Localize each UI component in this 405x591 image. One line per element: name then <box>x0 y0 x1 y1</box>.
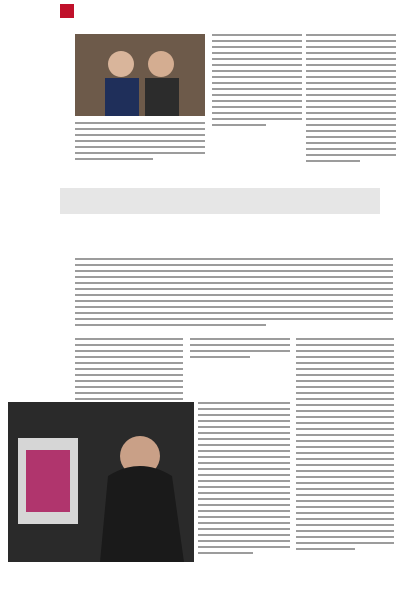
photo-chocolatier <box>8 402 194 562</box>
text-line <box>306 64 396 66</box>
text-line <box>198 432 290 434</box>
text-line <box>296 524 394 526</box>
text-line <box>198 480 290 482</box>
text-line <box>198 492 290 494</box>
text-line <box>198 522 290 524</box>
text-line <box>296 434 394 436</box>
text-line <box>296 344 394 346</box>
text-line <box>198 420 290 422</box>
photo-couple-image <box>75 34 205 116</box>
text-line <box>296 422 394 424</box>
text-line <box>190 356 250 358</box>
text-line <box>296 374 394 376</box>
text-line <box>75 158 153 160</box>
text-line <box>306 46 396 48</box>
text-line <box>296 446 394 448</box>
text-line <box>75 152 205 154</box>
text-line <box>296 506 394 508</box>
text-line <box>75 258 393 260</box>
text-line <box>306 58 396 60</box>
text-line <box>306 118 396 120</box>
article-column-far-right-top <box>306 34 396 166</box>
text-line <box>212 46 302 48</box>
text-line <box>212 82 302 84</box>
section-color-mark <box>60 4 74 18</box>
text-line <box>296 410 394 412</box>
article-column-2 <box>190 338 290 362</box>
text-line <box>75 362 183 364</box>
text-line <box>75 122 205 124</box>
text-line <box>212 58 302 60</box>
text-line <box>198 408 290 410</box>
text-line <box>198 468 290 470</box>
text-line <box>75 356 183 358</box>
text-line <box>198 528 290 530</box>
text-line <box>296 518 394 520</box>
text-line <box>75 300 393 302</box>
text-line <box>296 350 394 352</box>
section-color-mark-square <box>60 4 74 18</box>
text-line <box>190 338 290 340</box>
text-line <box>212 118 302 120</box>
text-line <box>296 542 394 544</box>
text-line <box>306 130 396 132</box>
text-line <box>212 40 302 42</box>
text-line <box>75 264 393 266</box>
text-line <box>75 140 205 142</box>
text-line <box>75 398 183 400</box>
text-line <box>75 324 266 326</box>
text-line <box>306 40 396 42</box>
text-line <box>296 416 394 418</box>
text-line <box>75 306 393 308</box>
text-line <box>212 64 302 66</box>
text-line <box>75 270 393 272</box>
text-line <box>198 438 290 440</box>
text-line <box>296 380 394 382</box>
text-line <box>306 82 396 84</box>
text-line <box>75 374 183 376</box>
article-column-right-top <box>212 34 302 130</box>
text-line <box>306 34 396 36</box>
text-line <box>198 444 290 446</box>
text-line <box>190 344 290 346</box>
text-line <box>212 52 302 54</box>
text-line <box>306 160 360 162</box>
text-line <box>75 338 183 340</box>
text-line <box>296 338 394 340</box>
text-line <box>75 312 393 314</box>
text-line <box>198 462 290 464</box>
text-line <box>306 88 396 90</box>
text-line <box>296 386 394 388</box>
text-line <box>306 124 396 126</box>
text-line <box>198 510 290 512</box>
photo-couple <box>75 34 205 116</box>
text-line <box>296 482 394 484</box>
text-line <box>306 76 396 78</box>
text-line <box>198 534 290 536</box>
text-line <box>75 276 393 278</box>
text-line <box>296 356 394 358</box>
text-line <box>296 440 394 442</box>
text-line <box>198 414 290 416</box>
text-line <box>75 288 393 290</box>
text-line <box>212 70 302 72</box>
text-line <box>296 362 394 364</box>
text-line <box>306 148 396 150</box>
text-line <box>75 380 183 382</box>
text-line <box>306 52 396 54</box>
text-line <box>296 548 355 550</box>
text-line <box>296 512 394 514</box>
text-line <box>212 100 302 102</box>
text-line <box>198 498 290 500</box>
text-line <box>296 452 394 454</box>
text-line <box>296 476 394 478</box>
text-line <box>198 426 290 428</box>
text-line <box>198 450 290 452</box>
text-line <box>212 106 302 108</box>
text-line <box>212 94 302 96</box>
text-line <box>75 128 205 130</box>
text-line <box>75 386 183 388</box>
text-line <box>296 536 394 538</box>
text-line <box>198 516 290 518</box>
article-intro <box>75 258 393 330</box>
text-line <box>306 94 396 96</box>
text-line <box>306 100 396 102</box>
text-line <box>296 500 394 502</box>
text-line <box>306 70 396 72</box>
text-line <box>75 344 183 346</box>
text-line <box>198 540 290 542</box>
text-line <box>296 464 394 466</box>
text-line <box>306 154 396 156</box>
text-line <box>75 294 393 296</box>
text-line <box>75 368 183 370</box>
text-line <box>306 142 396 144</box>
text-line <box>306 112 396 114</box>
text-line <box>296 428 394 430</box>
text-line <box>296 404 394 406</box>
text-line <box>198 504 290 506</box>
section-band <box>60 188 380 214</box>
article-column-left-top <box>75 122 205 164</box>
text-line <box>296 470 394 472</box>
text-line <box>296 488 394 490</box>
text-line <box>75 350 183 352</box>
text-line <box>296 392 394 394</box>
text-line <box>75 318 393 320</box>
text-line <box>212 112 302 114</box>
text-line <box>296 398 394 400</box>
text-line <box>306 106 396 108</box>
text-line <box>296 530 394 532</box>
text-line <box>198 546 290 548</box>
text-line <box>198 456 290 458</box>
article-column-2-lower <box>198 402 290 558</box>
text-line <box>198 486 290 488</box>
text-line <box>296 494 394 496</box>
text-line <box>198 402 290 404</box>
text-line <box>306 136 396 138</box>
photo-chocolatier-image <box>8 402 194 562</box>
text-line <box>75 392 183 394</box>
text-line <box>212 124 266 126</box>
article-column-3 <box>296 338 394 554</box>
text-line <box>212 88 302 90</box>
text-line <box>198 474 290 476</box>
text-line <box>190 350 290 352</box>
text-line <box>296 458 394 460</box>
text-line <box>296 368 394 370</box>
text-line <box>75 146 205 148</box>
text-line <box>198 552 253 554</box>
text-line <box>75 134 205 136</box>
text-line <box>212 76 302 78</box>
text-line <box>212 34 302 36</box>
text-line <box>75 282 393 284</box>
